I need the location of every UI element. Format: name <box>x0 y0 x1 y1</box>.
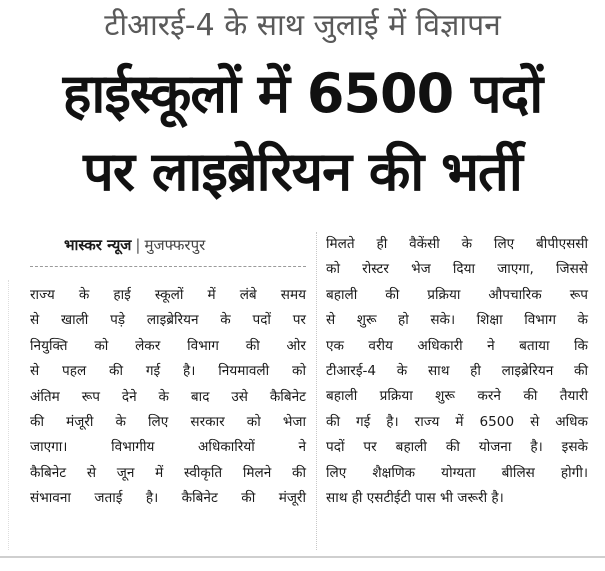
byline-rule <box>30 266 306 267</box>
body-line: अंतिम रूप देने के बाद उसे कैबिनेट <box>30 388 306 405</box>
body-line: की मंजूरी के लिए सरकार को भेजा <box>30 414 306 431</box>
clipping-edge <box>8 280 9 550</box>
body-line: से पहल की गई है। नियमावली को <box>30 363 306 380</box>
body-line: की गई है। राज्य में 6500 से अधिक <box>326 413 588 430</box>
byline-separator: | <box>135 236 141 254</box>
column-divider <box>316 232 317 550</box>
body-line: कैबिनेट से जून में स्वीकृति मिलने की <box>30 464 306 481</box>
body-line: को रोस्टर भेज दिया जाएगा, जिससे <box>326 261 588 278</box>
main-headline-line-1: हाईस्कूलों में 6500 पदों <box>62 62 543 125</box>
body-line: से शुरू हो सके। शिक्षा विभाग के <box>326 312 588 329</box>
main-headline-line-2: पर लाइब्रेरियन की भर्ती <box>83 140 522 203</box>
byline-place: मुजफ्फरपुर <box>144 236 206 254</box>
body-line: बहाली प्रक्रिया शुरू करने की तैयारी <box>326 388 588 405</box>
body-line: मिलते ही वैकेंसी के लिए बीपीएससी <box>326 236 588 252</box>
body-line: पदों पर बहाली की योजना है। इसके <box>326 439 588 456</box>
body-line: लिए शैक्षणिक योग्यता बीलिस होगी। <box>326 464 588 481</box>
body-column-right <box>326 232 588 511</box>
byline-agency: भास्कर न्यूज <box>64 236 132 254</box>
body-line: राज्य के हाई स्कूलों में लंबे समय <box>30 287 306 303</box>
body-line: साथ ही एसटीईटी पास भी जरूरी है। <box>326 490 504 507</box>
body-line: से खाली पड़े लाइब्रेरियन के पदों पर <box>30 312 306 329</box>
byline <box>64 234 205 256</box>
bottom-rule <box>0 556 605 558</box>
body-line: संभावना जताई है। कैबिनेट की मंजूरी <box>30 490 306 507</box>
body-line: जाएगा। विभागीय अधिकारियों ने <box>30 439 306 456</box>
body-line: टीआरई-4 के साथ ही लाइब्रेरियन की <box>326 363 588 380</box>
body-line: एक वरीय अधिकारी ने बताया कि <box>326 337 588 354</box>
body-line: नियुक्ति को लेकर विभाग की ओर <box>30 337 306 354</box>
body-line: बहाली की प्रक्रिया औपचारिक रूप <box>326 286 588 303</box>
kicker-headline: टीआरई-4 के साथ जुलाई में विज्ञापन <box>104 8 501 43</box>
body-column-left <box>30 283 306 512</box>
